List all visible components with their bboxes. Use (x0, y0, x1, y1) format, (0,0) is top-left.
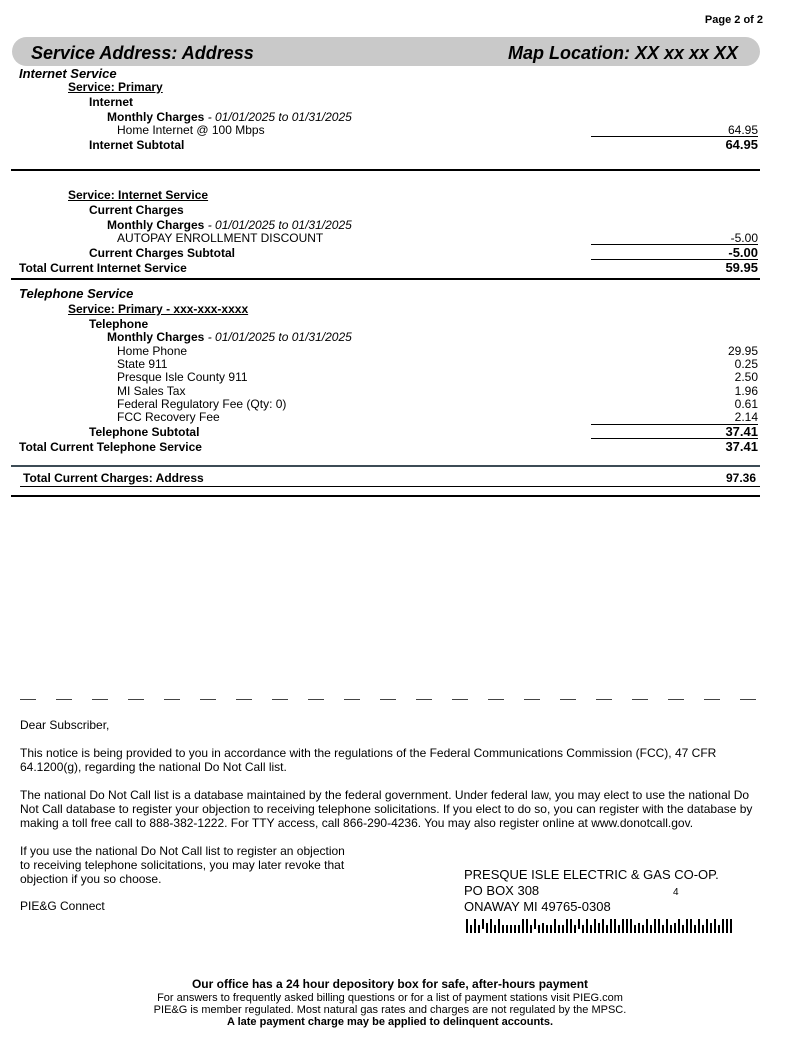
sort-code: 4 (673, 887, 679, 898)
remit-address-line-3: ONAWAY MI 49765-0308 (464, 899, 611, 914)
tear-line-dash (560, 699, 576, 700)
internet-subtotal-amount: 64.95 (725, 137, 758, 152)
phone-item-amount: 2.14 (734, 410, 758, 424)
internet-line-item: Home Internet @ 100 Mbps (117, 123, 265, 137)
total-internet-amount: 59.95 (725, 260, 758, 275)
current-charges-subtotal-amount: -5.00 (728, 245, 758, 260)
phone-item-amount: 0.25 (734, 357, 758, 371)
phone-item-amount: 0.61 (734, 397, 758, 411)
grand-total-underline (20, 486, 760, 487)
footer-depository-note: Our office has a 24 hour depository box for safe, after-hours payment (191, 977, 589, 991)
current-charges-label: Current Charges (89, 203, 184, 217)
tear-line-dash (380, 699, 396, 700)
autopay-discount-amount: -5.00 (730, 231, 758, 245)
phone-item-label: MI Sales Tax (117, 384, 186, 398)
phone-item-amount: 1.96 (734, 384, 758, 398)
tear-line-dash (488, 699, 504, 700)
notice-paragraph-2: The national Do Not Call list is a database maintained by the federal government. Under federal law, you may elect to use the national Do Not Call database to register your objection to receiving telephone solicitations. If you elect to do so, you can register with the database by making a toll free call to 888-382-1222. For TTY access, call 866-290-4236. You may also register online at www.donotcall.gov. (20, 788, 753, 830)
footer-regulation-note: PIE&G is member regulated. Most natural gas rates and charges are not regulated by the MPSC. (153, 1004, 627, 1016)
tear-line-dash (56, 699, 72, 700)
autopay-discount-item: AUTOPAY ENROLLMENT DISCOUNT (117, 231, 324, 245)
tear-line-dash (200, 699, 216, 700)
map-location-title: Map Location: XX xx xx XX (508, 43, 739, 63)
tear-line-dash (740, 699, 756, 700)
tear-line-dash (452, 699, 468, 700)
tear-line-dash (344, 699, 360, 700)
phone-item-amount: 2.50 (734, 370, 758, 384)
tear-line-dash (236, 699, 252, 700)
telephone-group-label: Telephone (89, 317, 149, 331)
grand-total-label: Total Current Charges: Address (23, 471, 204, 485)
tear-line-dash (668, 699, 684, 700)
remit-address-line-1: PRESQUE ISLE ELECTRIC & GAS CO-OP. (464, 867, 719, 882)
tear-line-dash (704, 699, 720, 700)
current-charges-subtotal-label: Current Charges Subtotal (89, 246, 236, 260)
phone-item-label: Presque Isle County 911 (117, 370, 248, 384)
phone-item-label: Federal Regulatory Fee (Qty: 0) (117, 397, 287, 411)
tear-line-dash (272, 699, 288, 700)
discount-monthly-charges: Monthly Charges - 01/01/2025 to 01/31/2025 (107, 218, 352, 232)
telephone-primary-service: Service: Primary - xxx-xxx-xxxx (68, 302, 249, 316)
footer-faq-note: For answers to frequently asked billing questions or for a list of payment stations visit PIEG.com (157, 992, 623, 1004)
tear-line-dash (596, 699, 612, 700)
phone-item-amount: 29.95 (727, 344, 758, 358)
tear-line-dash (416, 699, 432, 700)
internet-line-amount: 64.95 (727, 123, 758, 137)
notice-paragraph-3: If you use the national Do Not Call list to register an objection to receiving telephone solicitations, you may later revoke that objection if you so choose. (20, 844, 345, 886)
page-number: Page 2 of 2 (704, 14, 763, 26)
internet-monthly-charges: Monthly Charges - 01/01/2025 to 01/31/2025 (107, 110, 352, 124)
total-telephone-amount: 37.41 (725, 439, 758, 454)
section-divider (11, 169, 760, 171)
phone-item-label: FCC Recovery Fee (117, 410, 220, 424)
tear-line-dash (524, 699, 540, 700)
notice-paragraph-1: This notice is being provided to you in accordance with the regulations of the Federal Communications Commission (FCC), 47 CFR 64.1200(g), regarding the national Do Not Call list. (20, 746, 717, 774)
telephone-subtotal-amount: 37.41 (725, 424, 758, 439)
internet-service-heading: Internet Service (19, 66, 117, 81)
internet-subtotal-label: Internet Subtotal (89, 138, 185, 152)
tear-line-dash (164, 699, 180, 700)
footer-late-charge-note: A late payment charge may be applied to delinquent accounts. (227, 1016, 553, 1028)
tear-line-dash (128, 699, 144, 700)
telephone-monthly-charges: Monthly Charges - 01/01/2025 to 01/31/2025 (107, 330, 352, 344)
tear-line-dash (308, 699, 324, 700)
internet-group-label: Internet (89, 95, 134, 109)
postal-barcode (466, 917, 736, 935)
remit-address-line-2: PO BOX 308 (464, 883, 540, 898)
total-internet-label: Total Current Internet Service (19, 261, 187, 275)
internet-service-service: Service: Internet Service (68, 188, 209, 202)
grand-total-amount: 97.36 (725, 471, 756, 485)
notice-greeting: Dear Subscriber, (20, 718, 110, 732)
tear-line-dash (92, 699, 108, 700)
service-address-title: Service Address: Address (31, 43, 254, 63)
telephone-service-heading: Telephone Service (19, 286, 134, 301)
tear-line-dash (632, 699, 648, 700)
phone-item-label: Home Phone (117, 344, 188, 358)
telephone-subtotal-label: Telephone Subtotal (89, 425, 200, 439)
phone-item-label: State 911 (117, 357, 168, 371)
section-divider (11, 278, 760, 280)
notice-signature: PIE&G Connect (20, 899, 105, 913)
tear-line-dash (20, 699, 36, 700)
grand-total-bottom-rule (11, 495, 760, 497)
total-telephone-label: Total Current Telephone Service (19, 440, 202, 454)
internet-primary-service: Service: Primary (68, 80, 163, 94)
grand-total-top-rule (11, 465, 760, 467)
